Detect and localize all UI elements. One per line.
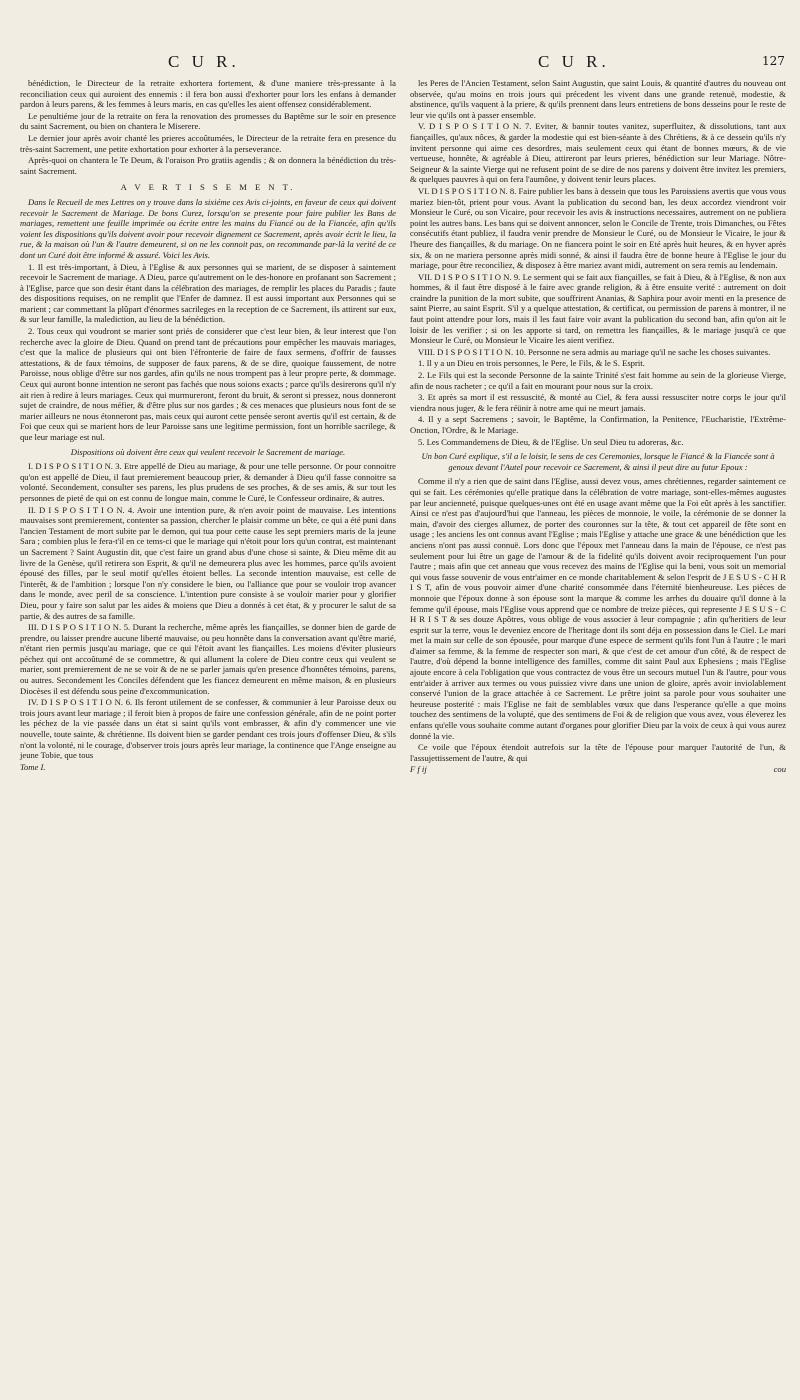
list-item: 3. Et après sa mort il est ressuscité, & monté au Ciel, & fera aussi ressusciter notre corps le jour qu'il viendra nous juger, & le fera réünir à notre ame qui ne meurt jamais. [410,392,786,413]
running-head [0,52,800,72]
list-item: 1. Il y a un Dieu en trois personnes, le Pere, le Fils, & le S. Esprit. [418,358,645,369]
paragraph: Le dernier jour après avoir chanté les prieres accoûtumées, le Directeur de la retraite fera en presence du très-saint Sacrement, une petite exhortation pour exhorter à la perseverance. [20,132,396,154]
footer-line [410,764,786,775]
text-columns [20,78,786,775]
list-item: 2. Le Fils qui est la seconde Personne de la sainte Trinité s'est fait homme au sein de la glorieuse Vierge, afin de nous racheter ; ce qu'il a fait en mourant pour nous sur la croix. [410,370,786,391]
paragraph: Comme il n'y a rien que de saint dans l'Eglise, aussi devez vous, ames chrétiennes, regarder saintement ce qui se fait. Les cérémonies qu'elle pratique dans la célébration de votre mariage, sont-elles-mêmes augustes par leur ancienneté, puisque quelques-unes ont été en usage avant même que la Foi eût après à les sanctifier. Ainsi ce n'est pas d'aujourd'hui que l'anneau, les pièces de monnoie, le voile, la cérémonie de se donner la main, d'avoir des cierges allumez, de porter des couronnes sur la tête, & tout cet appareil de fête sont en usage ; les anciens les ont connus avant l'Eglise ; mais l'Eglise y attache une grace & une bénédiction que les anciens n'ont pas aussi connuë. Lors donc que l'époux met l'anneau dans la main de l'épouse, ce n'est pas seulement pour lui être un gage de l'amour & de la fidelité qu'ils doivent avoir reciproquement l'un pour l'autre ; mais afin que cet anneau que vous recevez des mains de l'Eglise qui la beni, vous soit un memorial qui vous fasse souvenir de vous entr'aimer en ce monde charitablement & selon l'esprit de J E S U S - C H R I S T, afin de vous pouvoir aimer d'une charité consommée dans l'éternité bienheureuse. Les pièces de monnoie que l'époux donne à son épouse sont la marque & comme les arrhes du douaire qu'il donne à la femme qu'il épouse, mais l'Eglise vous apprend que ce nombre de treize pièces, qui represente J E S U S - C H R I S T & ses douze Apôtres, vous oblige de vous associer à leur compagnie ; afin qu'heritiers de leur esprit sur la terre, vous le deveniez encore de l'heritage dont ils sont déja en possession dans le Ciel. Le mari met la main sur celle de son épousée, pour marque d'une espece de serment qu'ils font l'un à l'autre ; le mari d'aimer sa femme, & la femme de respecter son mari, & que c'est de cet amour d'un côté, & de respect de l'autre, d'où dépend la bonne intelligence des familles, comme dit saint Paul aux Ephesiens ; mais l'Eglise ajoute encore à cela l'obligation que vous contractez de vous être un secours mutuel l'un & l'autre, pour vous entr'aider à arriver aux termes ou vous puissiez vivre dans une union de gloire, après avoir inviolablement conservé l'union de la grace attachée à ce Sacrement. Le prêtre joint sa parole pour vous souhaiter une heureuse posterité : mais l'Eglise ne fait de semblables vœux que dans l'esperance qu'elle a que moins touchez des sentimens de la volupté, que des sentimens de Foi & de religion que vous avez, vous éleverez les enfans qu'elle vous souhaite comme autant d'organes pour glorifier Dieu par la voix de ceux à qui vous aurez donné la vie. [410,476,786,741]
left-column [20,78,396,775]
catchword: cou [773,764,786,775]
paragraph: VII. D I S P O S I T I O N. 9. Le serment qui se fait aux fiançailles, se fait à Dieu, & à l'Eglise, & non aux hommes, & il faut être disposé à le faire avec grande religion, & à être ensuite verité : autrement on doit craindre la punition de la mort subite, que souffrirent Ananias, & Saphira pour avoir menti en la presence de saint Pierre, au saint Esprit. S'il y a quelque attestation, & certificat, ou permission de parens à montrer, il ne faut point attendre pour lors, mais il les faut faire voir avant la publication du second ban, afin qu'on ait le loisir de les verifier ; si on les apporte si tard, on remettra les fiançailles, & le mariage jusqu'à ce que Monsieur le Curé, ou Monsieur le Vicaire les aient verifiez. [410,271,786,346]
paragraph: Après-quoi on chantera le Te Deum, & l'oraison Pro gratiis agendis ; & on donnera la bénédiction du très-saint Sacrement. [20,155,396,176]
paragraph: Le penultiéme jour de la retraite on fera la renovation des promesses du Baptême sur le soir en presence du saint Sacrement, ou bien on chantera le Miserere. [20,110,396,132]
list-item: 5. Les Commandemens de Dieu, & de l'Eglise. Un seul Dieu tu adoreras, &c. [418,436,684,447]
paragraph: I. D I S P O S I T I O N. 3. Etre appellé de Dieu au mariage, & pour une telle personne. Or pour connoitre qu'on est appellé de Dieu, il faut premierement beaucoup prier, & demander à Dieu qu'il fasse connoitre sa volonté. Secondement, consulter ses parens, les plus prudens de ses proches, & de ses amis, & sur tout les personnes de pieté de qui on est connu de longue main, comme le Curé, le Confesseur ordinaire, & autres. [20,461,396,503]
paragraph: V. D I S P O S I T I O N. 7. Eviter, & bannir toutes vanitez, superfluitez, & dissolutions, tant aux fiançailles, qu'aux nôces, & garder la modestie qui est bien-séante à des Chrétiens, & à ce dessein qu'ils n'y invitent personne qui aime ces desordres, mais seulement ceux qui étant de bonnes mœurs, & de vie vertueuse, honnête, & agréable à Dieu, attireront par leurs prieres, bénédiction sur leur Mariage. Nôtre-Seigneur & la sainte Vierge qui ne refusent point de se dire de nos parens y doivent être invitez les premiers, & quelques pauvres à qui on fera l'aumône, y doivent tenir leurs places. [410,121,786,185]
running-head-left: C U R. [168,52,240,71]
paragraph: les Peres de l'Ancien Testament, selon Saint Augustin, que saint Louis, & quantité d'autres du nouveau ont observée, qu'au moins en trois jours qui précedent les vivent dans une grande retenuë, modestie, & abstinence, qu'ils vaquent à la priere, & qu'ils prennent dans leurs entretiens de bons desseins pour le reste de leur vie qu'ils ont à passer ensemble. [410,78,786,120]
paragraph: VI. D I S P O S I T I O N. 8. Faire publier les bans à dessein que tous les Paroissiens avertis que vous vous mariez bien-tôt, prient pour vous. Avant la publication du second ban, les deux accordez viendront voir Monsieur le Curé, ou son Vicaire, pour recevoir les avis & instructions necessaires, autrement on ne publiera point les autres bans. Les bans qui se doivent annoncer, selon le Concile de Trente, trois Dimanches, ou Fêtes consécutifs étant publiez, il faudra venir prendre de Monsieur le Curé, ou de Monsieur le Vicaire, le jour & l'heure des fiançailles, & du mariage. On ne fiancera point le soir en Eté après huit heures, & en hyver après six, & on ne mariera personne après midi sonné, & ainsi il faudra être de bonne heure à l'Eglise le jour du mariage, pour être reconciliez, & disposez à être mariez avant midi, autrement on sera remis au lendemain. [410,185,786,271]
page-number: 127 [762,54,785,68]
section-title: Dispositions où doivent être ceux qui veulent recevoir le Sacrement de mariage. [70,446,346,457]
paragraph: VIII. D I S P O S I T I O N. 10. Personne ne sera admis au mariage qu'il ne sache les choses suivantes. [418,346,771,357]
running-head-right: C U R. [538,52,610,71]
footer-line [20,762,396,773]
list-item: 4. Il y a sept Sacremens ; savoir, le Baptême, la Confirmation, la Penitence, l'Eucharistie, l'Extrême-Onction, l'Ordre, & le Mariage. [410,414,786,435]
paragraph: III. D I S P O S I T I O N. 5. Durant la recherche, même après les fiançailles, se donner bien de garde de prendre, ou laisser prendre aucune liberté mauvaise, ou peu honnête dans la conversation avant qu'être marié, n'étant rien permis jusqu'au mariage, que ce qui l'étoit avant les fiançailles. Les moiens d'éviter plusieurs péchez qui ont accoûtumé de se commettre, & qui allument la colere de Dieu contre ceux qui veulent se marier, sont premierement de ne se voir & de ne se parler jamais qu'en presence d'honnêtes témoins, parens, ou autres. Secondement les Conciles défendent que les fiancez demeurent en même maison, & en plusieurs Diocèses il est défendu sous peine d'excommunication. [20,622,396,696]
paragraph: bénédiction, le Directeur de la retraite exhortera fortement, & d'une maniere très-pressante à la reconciliation ceux qui auroient des ennemis : il fera bon aussi d'exhorter pour lors les enfans à demander pardon à leurs parens, & les femmes à leurs maris, en cas qu'elles les aient offensez considérablement. [20,78,396,110]
paragraph: II. D I S P O S I T I O N. 4. Avoir une intention pure, & n'en avoir point de mauvaise. Les intentions mauvaises sont premierement, contenter sa passion, chercher le plaisir comme un bête, ce qui a été puni dans l'ancien Testament de mort subite par le demon, qui tua pour cette cause les sept premiers maris de la jeune Sara ; combien plus le fera-t'il en ce tems-ci que le mariage qui n'étoit pour lors qu'un contrat, est maintenant un Sacrement ? Saint Augustin dit, que c'est faire un grand abus d'une chose si sainte, & Dieu même dit au livre de la Genèse, qu'il retirera son Esprit, & qu'il ne demeurera plus avec les hommes, parce qu'ils avoient épousé des filles, par le seul motif qu'elles étoient belles. La seconde intention mauvaise, est celle de l'interêt, & de l'ambition ; lorsque l'on n'y considere le bien, ou l'alliance que pour se vouloir trop avancer dans le monde, avec peril de sa conscience. L'intention pure consiste à se vouloir marier pour y glorifier Dieu, pour y faire son salut par les aides & moiens que Dieu a donnés à cet état, & y procurer le salut de sa partie, & des autres de sa famille. [20,504,396,621]
signature-mark: F f ij [410,764,427,775]
paragraph: 1. Il est très-important, à Dieu, à l'Eglise & aux personnes qui se marient, de se disposer à saintement recevoir le Sacrement de mariage. A Dieu, parce qu'autrement on le des-honore en profanant son Sacrement ; à l'Eglise, parce que son desir étant dans la célébration des mariages, de remplir les places du Paradis ; faute des dispositions requises, on ne remplit que l'Enfer de damnez. Il est aussi important aux Personnes qui se marient ; car commettant la plûpart d'énormes sacrileges en la reception de ce Sacrement, ils attirent sur eux, & sur leur famille, la malediction, au lieu de la bénédiction. [20,261,396,325]
section-heading: A V E R T I S S E M E N T. [120,182,296,193]
paragraph: Dans le Recueil de mes Lettres on y trouve dans la sixiéme ces Avis ci-joints, en faveur de ceux qui doivent recevoir le Sacrement de Mariage. De bons Curez, lorsqu'on se presente pour faire publier les Bans de mariages, remettent une feuille imprimée ou écrite entre les mains du Fiancé ou de la Fiancée, afin qu'ils voient les dispositions qu'ils doivent avoir pour recevoir dignement ce Sacrement, après avoir écrit le lieu, la rue, & la maison où l'un & l'autre demeurent, si on ne les connoit pas, on recommande par-là la verité de ce dont un Curé doit être informé & assuré. Voici les Avis. [20,196,396,260]
right-column [410,78,786,775]
paragraph: Ce voile que l'époux étendoit autrefois sur la tête de l'épouse pour marquer l'autorité de l'un, & l'assujettissement de l'autre, & qui [410,742,786,763]
section-intro: Un bon Curé explique, s'il a le loisir, le sens de ces Ceremonies, lorsque le Fiancé & la Fiancée sont à genoux devant l'Autel pour recevoir ce Sacrement, & ainsi il peut dire au futur Epoux : [421,451,775,472]
paragraph: 2. Tous ceux qui voudront se marier sont priés de considerer que c'est leur bien, & leur interest que l'on recherche avec la gloire de Dieu. Quand on prend tant de précautions pour empêcher les mauvais mariages, c'est que la malice de plusieurs qui ont bien l'éfronterie de faire de faux sermens, d'offrir de fausses attestations, & de faux témoins, de supposer de faux parens, & de se dire, quoique faussement, de notre Paroisse, nous oblige d'être sur nos gardes, afin qu'ils ne nous trompent pas à leur propre perte, & dommage. Ceux qui auront bonne intention ne seront pas fachés que nous soions exacts ; parce qu'ils desirerons qu'il n'y ait rien à redire à leurs mariages. Ceux qui murmureront, feront du bruit, & seront si pressez, nous donneront sujet de craindre, de nous méfier, & d'être plus sur nos gardes ; & ces menaces que plusieurs nous font de se marier ailleurs ne nous étonneront pas, mais ceux qui auront cette pensée seront avertis qu'il est certain, & de Foi que ceux qui se marient hors de leur Paroisse sans une legitime permission, font un horrible sacrilege, & que leur mariage est nul. [20,326,396,442]
volume-label: Tome I. [20,761,46,772]
paragraph: IV. D I S P O S I T I O N. 6. Ils feront utilement de se confesser, & communier à leur Paroisse deux ou trois jours avant leur mariage ; il feroit bien à propos de faire une confession générale, afin de ne point porter les péchez de la vie passée dans un état si saint qu'ils vont embrasser, & afin d'y commencer une vie nouvelle, toute sainte, & chrétienne. Ils doivent bien se garder pendant ces trois jours d'offenser Dieu, & s'ils n'ont la volonté, ni le courage, d'observer trois jours après leur mariage, la continence que l'Ange enseigne au jeune Tobie, que tous [20,697,396,761]
